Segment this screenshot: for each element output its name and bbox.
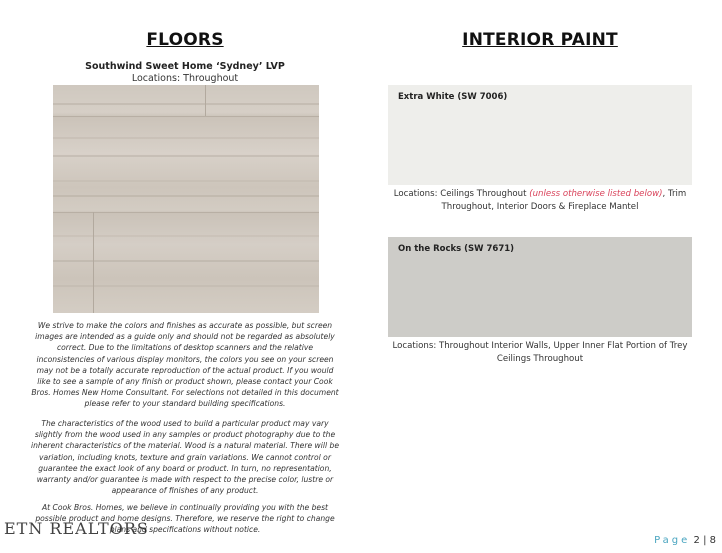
- total-pages: 8: [709, 535, 716, 546]
- swatch-location: [385, 188, 695, 213]
- swatch-name: On the Rocks (SW 7671): [398, 244, 515, 254]
- swatch-location: [385, 340, 695, 365]
- paint-swatch-extra-white: [388, 85, 692, 185]
- interior-paint-heading: INTERIOR PAINT: [462, 30, 618, 50]
- page-number: [630, 535, 716, 546]
- location-text-suffix: , Trim Throughout, Interior Doors & Fireplace Mantel: [441, 189, 687, 212]
- disclaimer-wood-characteristics: The characteristics of the wood used to build a particular product may vary slightly from the wood used in any samples or product photography due to the inherent characteristics of the material. Wood is a natural material. There will be variation, including knots, texture and grain variations. We cannot control or guarantee the exact look of any board or product. In turn, no representation, warranty and/or guarantee is made with respect to the precise color, lustre or appearance of finishes of any product.: [30, 419, 340, 496]
- wood-floor-sample-image: [53, 85, 319, 313]
- paint-swatch-on-the-rocks: [388, 237, 692, 337]
- current-page: 2: [693, 535, 700, 546]
- disclaimer-color-accuracy: We strive to make the colors and finishes as accurate as possible, but screen images are intended as a guide only and should not be regarded as absolutely correct. Due to the limitations of desktop scanners and the relative inconsistencies of various display monitors, the colors you see on your screen may not be a totally accurate reproduction of the actual product. If you would like to see a sample of any finish or product shown, please contact your Cook Bros. Homes New Home Consultant. For selections not detailed in this document please refer to your standard building specifications.: [31, 321, 339, 409]
- realtor-watermark: ETN REALTORS: [4, 519, 149, 538]
- disclaimer-plan-changes: At Cook Bros. Homes, we believe in continually providing you with the best possible product and home designs. Therefore, we reserve the right to change plans and specifications without notice.: [35, 503, 335, 535]
- location-text: Locations: Ceilings Throughout: [393, 189, 530, 199]
- page-separator: |: [703, 535, 707, 546]
- page-label: Page: [654, 535, 691, 546]
- location-note: (unless otherwise listed below): [529, 189, 663, 199]
- floor-product-location: Locations: Throughout: [131, 73, 239, 84]
- location-text: Locations: Throughout Interior Walls, Upper Inner Flat Portion of Trey Ceilings Throughout: [392, 341, 688, 364]
- floors-heading: FLOORS: [146, 30, 224, 50]
- swatch-name: Extra White (SW 7006): [398, 92, 508, 102]
- floor-product-name: Southwind Sweet Home ‘Sydney’ LVP: [85, 61, 285, 72]
